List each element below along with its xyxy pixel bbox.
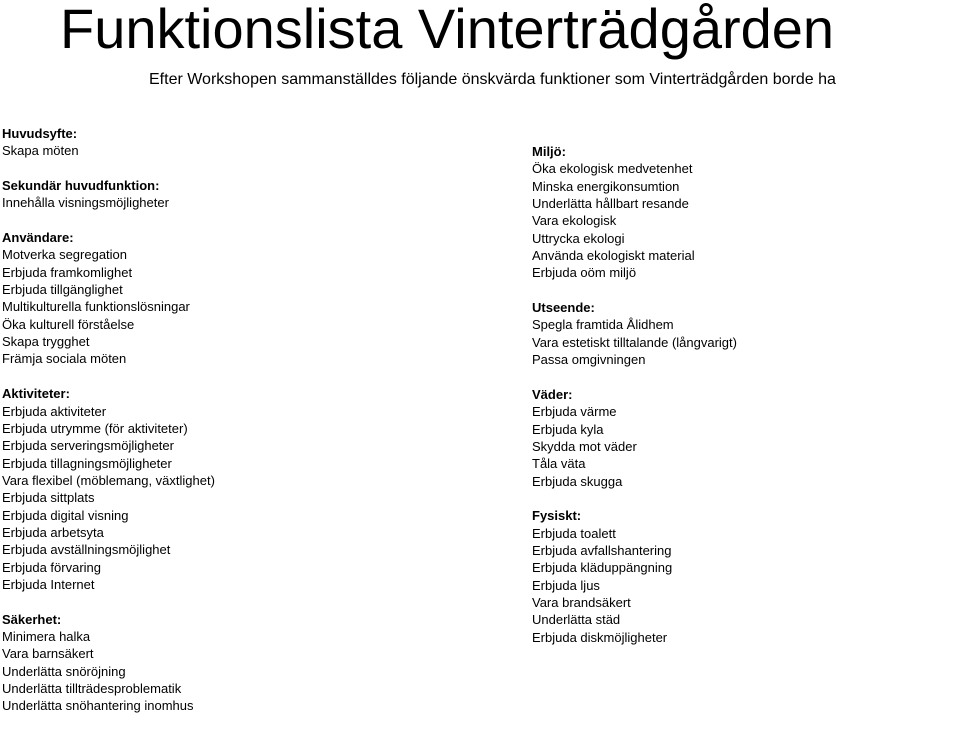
list-item: Erbjuda skugga: [532, 473, 623, 489]
list-item: Erbjuda kyla: [532, 421, 604, 437]
list-item: Vara estetiskt tilltalande (långvarigt): [532, 334, 737, 350]
list-item: Erbjuda avfallshantering: [532, 542, 672, 558]
list-item: Underlätta snöhantering inomhus: [2, 698, 194, 714]
right-column: [532, 143, 952, 663]
section-huvudsyfte: [2, 125, 422, 160]
list-item: Erbjuda toalett: [532, 525, 616, 541]
list-item: Erbjuda framkomlighet: [2, 264, 133, 280]
section-heading: Väder:: [532, 386, 573, 402]
list-item: Vara brandsäkert: [532, 594, 631, 610]
list-item: Erbjuda Internet: [2, 576, 95, 592]
list-item: Erbjuda tillagningsmöjligheter: [2, 455, 172, 471]
list-item: Motverka segregation: [2, 247, 128, 263]
list-item: Öka kulturell förståelse: [2, 316, 135, 332]
list-item: Spegla framtida Ålidhem: [532, 317, 674, 333]
list-item: Erbjuda serveringsmöjligheter: [2, 438, 174, 454]
list-item: Erbjuda värme: [532, 404, 617, 420]
section-heading: Huvudsyfte:: [2, 126, 78, 141]
list-item: Vara barnsäkert: [2, 646, 94, 662]
list-item: Erbjuda ljus: [532, 577, 600, 593]
section-heading: Sekundär huvudfunktion:: [2, 178, 160, 194]
list-item: Öka ekologisk medvetenhet: [532, 161, 693, 177]
page-title: Funktionslista Vinterträdgården: [60, 0, 835, 60]
page-subtitle: Efter Workshopen sammanställdes följande önskvärda funktioner som Vinterträdgården borde ha: [149, 71, 836, 88]
list-item: Erbjuda oöm miljö: [532, 265, 637, 281]
list-item: Underlätta städ: [532, 612, 621, 628]
section-heading: Fysiskt:: [532, 508, 582, 524]
list-item: Erbjuda tillgänglighet: [2, 282, 123, 298]
list-item: Använda ekologiskt material: [532, 248, 695, 264]
list-item: Minimera halka: [2, 628, 91, 644]
list-item: Erbjuda sittplats: [2, 490, 95, 506]
list-item: Erbjuda förvaring: [2, 559, 101, 575]
section-heading: Miljö:: [532, 144, 566, 159]
list-item: Erbjuda digital visning: [2, 507, 129, 523]
list-item: Innehålla visningsmöjligheter: [2, 195, 169, 211]
list-item: Vara ekologisk: [532, 213, 617, 229]
section-heading: Användare:: [2, 230, 74, 246]
section-miljo: [532, 143, 952, 282]
list-item: Erbjuda diskmöjligheter: [532, 629, 668, 645]
list-item: Skapa trygghet: [2, 334, 90, 350]
list-item: Passa omgivningen: [532, 352, 646, 368]
section-utseende: [532, 299, 952, 368]
list-item: Erbjuda utrymme (för aktiviteter): [2, 420, 188, 436]
section-sakerhet: [2, 611, 422, 715]
list-item: Erbjuda avställningsmöjlighet: [2, 542, 171, 558]
section-vader: [532, 386, 952, 490]
list-item: Multikulturella funktionslösningar: [2, 299, 190, 315]
list-item: Erbjuda kläduppängning: [532, 560, 673, 576]
list-item: Erbjuda aktiviteter: [2, 403, 107, 419]
section-heading: Säkerhet:: [2, 611, 62, 627]
list-item: Minska energikonsumtion: [532, 178, 680, 194]
list-item: Underlätta tillträdesproblematik: [2, 681, 182, 696]
list-item: Främja sociala möten: [2, 351, 127, 367]
section-fysiskt: [532, 507, 952, 646]
left-column: [2, 125, 422, 732]
section-aktiviteter: [2, 385, 422, 593]
list-item: Skapa möten: [2, 143, 79, 159]
list-item: Underlätta hållbart resande: [532, 196, 689, 212]
section-heading: Aktiviteter:: [2, 386, 70, 402]
list-item: Uttrycka ekologi: [532, 230, 625, 246]
list-item: Skydda mot väder: [532, 438, 637, 454]
list-item: Underlätta snöröjning: [2, 663, 126, 679]
section-anvandare: [2, 229, 422, 368]
section-heading: Utseende:: [532, 300, 595, 316]
list-item: Vara flexibel (möblemang, växtlighet): [2, 472, 215, 488]
list-item: Erbjuda arbetsyta: [2, 524, 104, 540]
section-sekundar-huvudfunktion: [2, 177, 422, 212]
list-item: Tåla väta: [532, 456, 586, 472]
